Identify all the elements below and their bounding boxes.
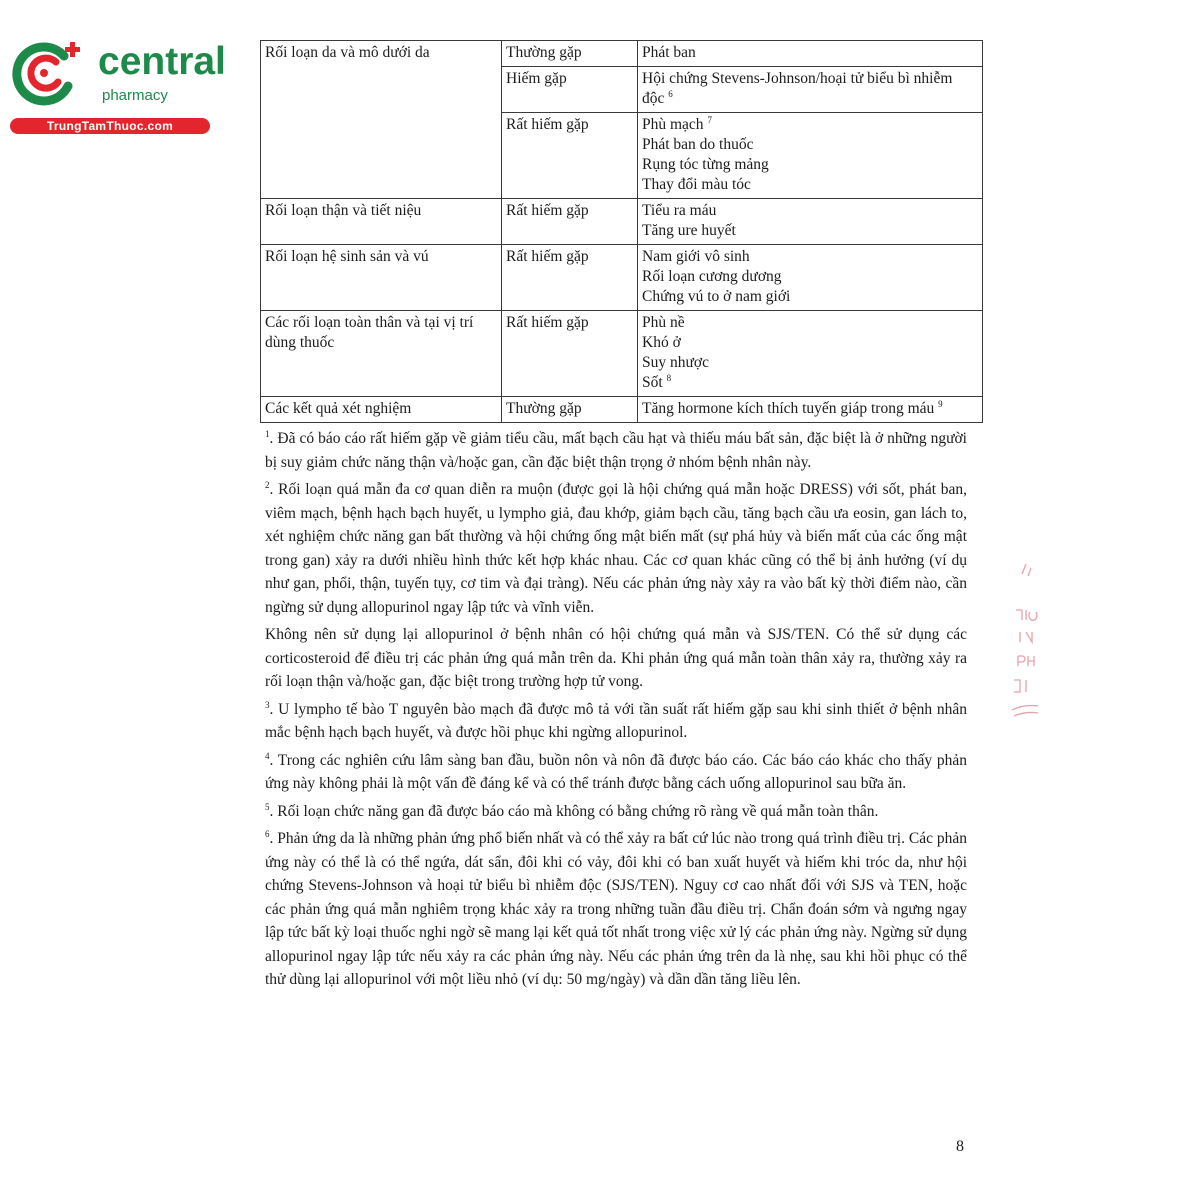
brand-logo — [10, 36, 226, 136]
system-cell: Rối loạn thận và tiết niệu — [261, 199, 502, 245]
footnote: $^4$. Trong các nghiên cứu lâm sàng ban đầu, buồn nôn và nôn đã được báo cáo. Các báo cáo khác cho thấy phản ứng này không phải là một vấn đề đáng kể và có thể tránh được bằng cách uống allopurinol sau bữa ăn. — [265, 750, 967, 792]
effects-cell: Tiểu ra máu Tăng ure huyết — [638, 199, 983, 245]
central-pharmacy-logo-icon — [12, 40, 86, 106]
frequency-cell: Thường gặp — [502, 41, 638, 67]
effects-cell: Phát ban — [638, 41, 983, 67]
table-row — [261, 397, 983, 423]
table-row — [261, 41, 983, 67]
table-row — [261, 199, 983, 245]
footnote: $^2$. Rối loạn quá mẫn đa cơ quan diễn ra muộn (được gọi là hội chứng quá mẫn hoặc DRESS) với sốt, phát ban, viêm mạch, bệnh hạch bạch huyết, u lympho giả, đau khớp, giảm bạch cầu, tăng bạch cầu ưa eosin, gan lách to, xét nghiệm chức năng gan bất thường và hội chứng ống mật biến mất (sự phá hủy và biến mất của các ống mật trong gan) xảy ra dưới nhiều hình thức kết hợp khác nhau. Các cơ quan khác cũng có thể bị ảnh hưởng (ví dụ như gan, phổi, thận, tuyến tụy, cơ tim và đại tràng). Nếu các phản ứng này xảy ra vào bất kỳ thời điểm nào, cần ngừng sử dụng allopurinol ngay lập tức và vĩnh viễn. — [265, 480, 967, 616]
frequency-cell: Rất hiếm gặp — [502, 245, 638, 311]
brand-website[interactable]: TrungTamThuoc.com — [10, 118, 210, 134]
adverse-effects-table — [260, 40, 983, 423]
system-cell: Rối loạn hệ sinh sản và vú — [261, 245, 502, 311]
footnote: $^5$. Rối loạn chức năng gan đã được báo cáo mà không có bằng chứng rõ ràng về quá mẫn toàn thân. — [265, 801, 879, 820]
brand-name: central — [98, 40, 226, 83]
system-cell: Rối loạn da và mô dưới da — [261, 41, 502, 199]
effects-cell: Hội chứng Stevens-Johnson/hoại tử biểu bì nhiễm độc $^6$ — [638, 67, 983, 113]
frequency-cell: Rất hiếm gặp — [502, 113, 638, 199]
frequency-cell: Thường gặp — [502, 397, 638, 423]
table-row — [261, 245, 983, 311]
frequency-cell: Hiếm gặp — [502, 67, 638, 113]
system-cell: Các kết quả xét nghiệm — [261, 397, 502, 423]
footnote: $^6$. Phản ứng da là những phản ứng phổ biến nhất và có thể xảy ra bất cứ lúc nào trong quá trình điều trị. Các phản ứng này có thể là có thể ngứa, dát sẩn, đôi khi có vảy, đôi khi có ban xuất huyết và hiếm khi tróc da, như hội chứng Stevens-Johnson và hoại tử biểu bì nhiễm độc (SJS/TEN). Nguy cơ cao nhất đối với SJS và TEN, hoặc các phản ứng quá mẫn nghiêm trọng khác xảy ra trong những tuần đầu điều trị. Chẩn đoán sớm và ngưng ngay lập tức bất kỳ loại thuốc nghi ngờ sẽ mang lại kết quả tốt nhất trong việc xử lý các phản ứng này. Ngừng sử dụng allopurinol ngay lập tức nếu xảy ra các phản ứng này. Nếu các phản ứng trên da là nhẹ, sau khi hồi phục có thể thử dùng lại allopurinol với một liều nhỏ (ví dụ: 50 mg/ngày) và dần dần tăng liều lên. — [265, 829, 967, 988]
effects-cell: Nam giới vô sinh Rối loạn cương dương Chứng vú to ở nam giới — [638, 245, 983, 311]
footnote-paragraph: Không nên sử dụng lại allopurinol ở bệnh nhân có hội chứng quá mẫn và SJS/TEN. Có thể sử dụng các corticosteroid để điều trị các phản ứng quá mẫn trên da. Khi phản ứng quá mẫn toàn thân xảy ra, thường xảy ra rối loạn thận và/hoặc gan, đặc biệt trong trường hợp tử vong. — [265, 626, 967, 690]
footnotes — [265, 427, 967, 996]
effects-cell: Phù mạch $^7$ Phát ban do thuốc Rụng tóc từng mảng Thay đổi màu tóc — [638, 113, 983, 199]
footnote: $^1$. Đã có báo cáo rất hiếm gặp về giảm tiểu cầu, mất bạch cầu hạt và thiếu máu bất sản, đặc biệt là ở những người bị suy giảm chức năng thận và/hoặc gan, cần đặc biệt thận trọng ở nhóm bệnh nhân này. — [265, 429, 967, 471]
brand-subtitle: pharmacy — [102, 87, 168, 104]
effects-cell: Tăng hormone kích thích tuyến giáp trong máu $^9$ — [638, 397, 983, 423]
effects-cell: Phù nề Khó ở Suy nhược Sốt $^8$ — [638, 311, 983, 397]
stamp-mark — [1008, 560, 1042, 730]
footnote: $^3$. U lympho tế bào T nguyên bào mạch đã được mô tả với tần suất rất hiếm gặp sau khi sinh thiết ở bệnh nhân mắc bệnh hạch bạch huyết, và được hồi phục khi ngừng allopurinol. — [265, 699, 967, 741]
table-row — [261, 311, 983, 397]
system-cell: Các rối loạn toàn thân và tại vị trí dùng thuốc — [261, 311, 502, 397]
frequency-cell: Rất hiếm gặp — [502, 311, 638, 397]
frequency-cell: Rất hiếm gặp — [502, 199, 638, 245]
page-number: 8 — [956, 1138, 964, 1155]
